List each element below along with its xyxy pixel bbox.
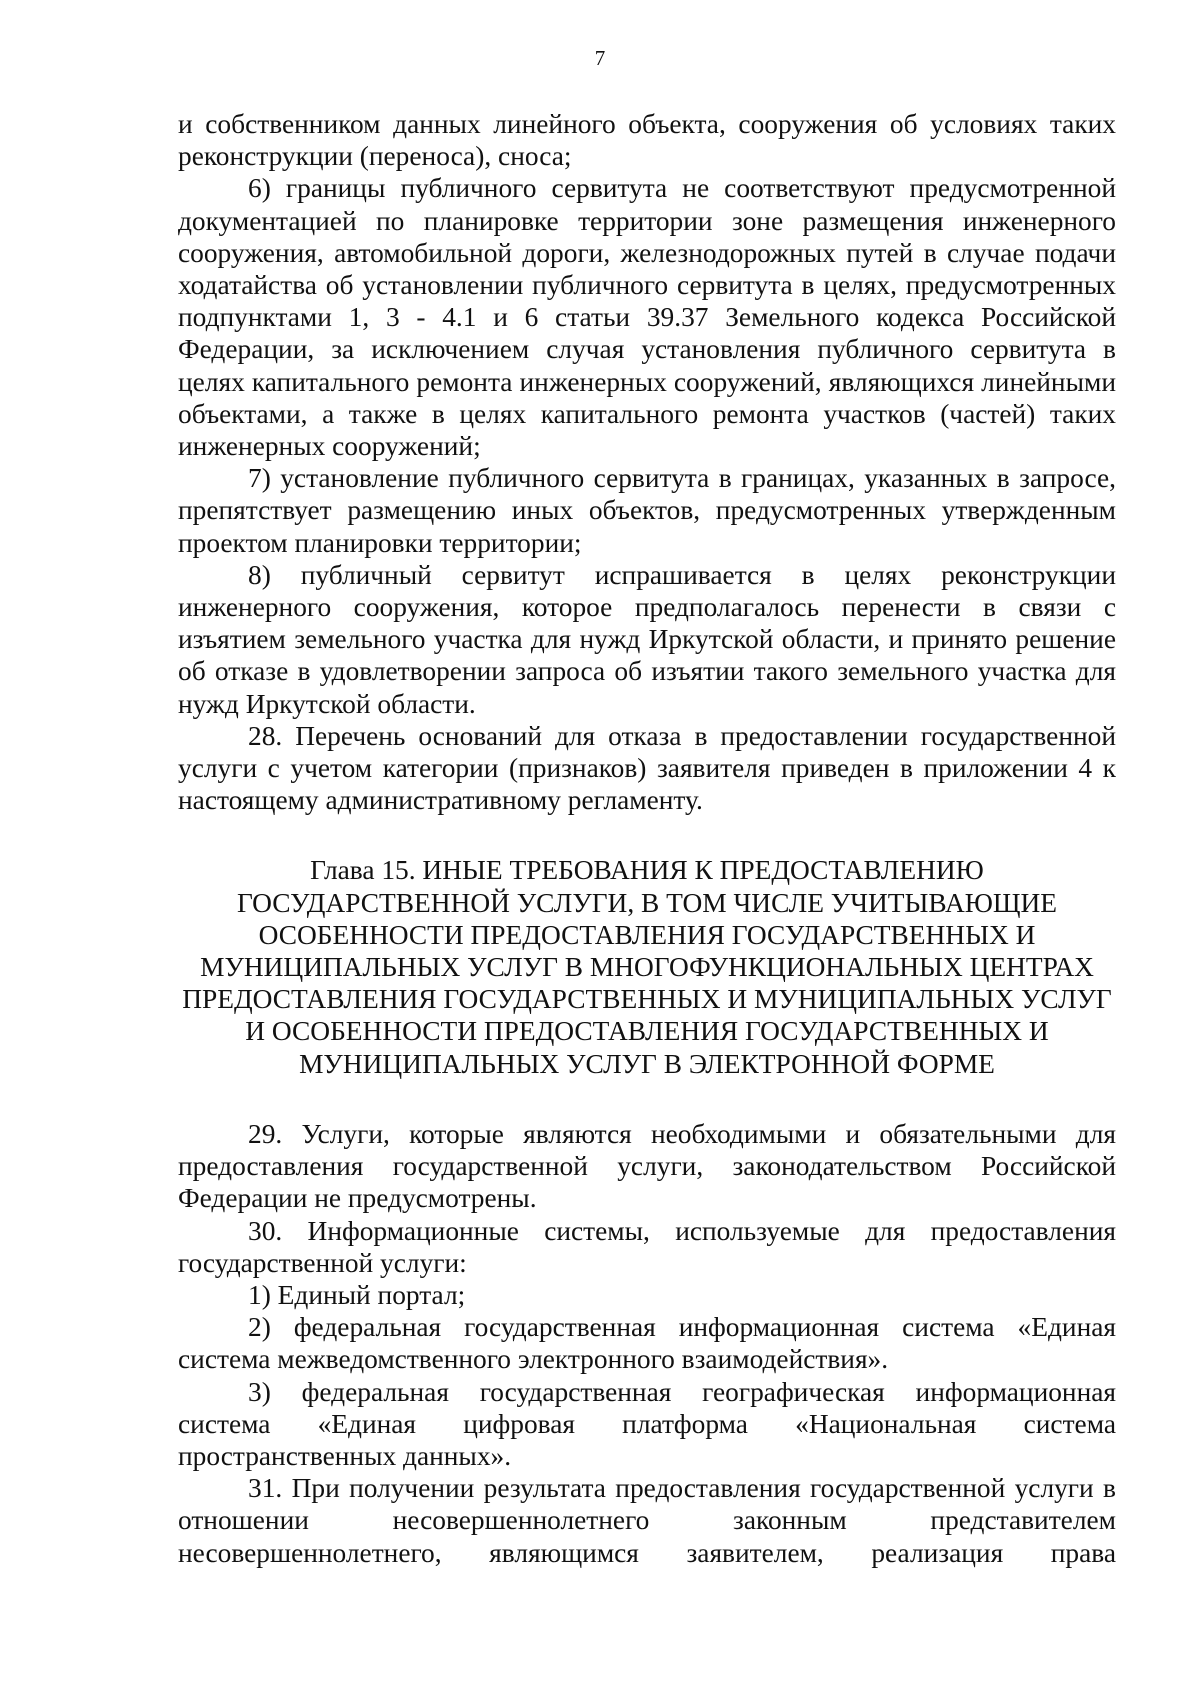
paragraph-30-item-3: 3) федеральная государственная географическая информационная система «Единая цифровая платформа «Национальная система пространственных данных». — [178, 1376, 1116, 1471]
paragraph-30: 30. Информационные системы, используемые для предоставления государственной услуги: — [178, 1215, 1116, 1278]
paragraph-continuation: и собственником данных линейного объекта, сооружения об условиях таких реконструкции (переноса), сноса; — [178, 109, 1116, 172]
paragraph-item-7: 7) установление публичного сервитута в границах, указанных в запросе, препятствует размещению иных объектов, предусмотренных утвержденным проектом планировки территории; — [178, 463, 1116, 558]
page-number: 7 — [594, 46, 606, 70]
paragraph-item-6: 6) границы публичного сервитута не соответствуют предусмотренной документацией по планировке территории зоне размещения инженерного сооружения, автомобильной дороги, железнодорожных путей в случае подачи ходатайства об установлении публичного сервитута в целях, предусмотренных подпунктами 1, 3 - 4.1 и 6 статьи 39.37 Земельного кодекса Российской Федерации, за исключением случая установления публичного сервитута в целях капитального ремонта инженерных сооружений, являющихся линейными объектами, а также в целях капитального ремонта участков (частей) таких инженерных сооружений; — [178, 173, 1116, 462]
chapter-heading: Глава 15. ИНЫЕ ТРЕБОВАНИЯ К ПРЕДОСТАВЛЕНИЮ ГОСУДАРСТВЕННОЙ УСЛУГИ, В ТОМ ЧИСЛЕ УЧИТЫВАЮЩИЕ ОСОБЕННОСТИ ПРЕДОСТАВЛЕНИЯ ГОСУДАРСТВЕННЫХ И МУНИЦИПАЛЬНЫХ УСЛУГ В МНОГОФУНКЦИОНАЛЬНЫХ ЦЕНТРАХ ПРЕДОСТАВЛЕНИЯ ГОСУДАРСТВЕННЫХ И МУНИЦИПАЛЬНЫХ УСЛУГ И ОСОБЕННОСТИ ПРЕДОСТАВЛЕНИЯ ГОСУДАРСТВЕННЫХ И МУНИЦИПАЛЬНЫХ УСЛУГ В ЭЛЕКТРОННОЙ ФОРМЕ — [182, 855, 1112, 1079]
paragraph-30-item-1: 1) Единый портал; — [248, 1279, 466, 1310]
paragraph-31: 31. При получении результата предоставления государственной услуги в отношении несовершеннолетнего законным представителем несовершеннолетнего, являющимся заявителем, реализация права — [178, 1473, 1116, 1568]
paragraph-28: 28. Перечень оснований для отказа в предоставлении государственной услуги с учетом категории (признаков) заявителя приведен в приложении 4 к настоящему административному регламенту. — [178, 720, 1116, 816]
paragraph-29: 29. Услуги, которые являются необходимыми и обязательными для предоставления государственной услуги, законодательством Российской Федерации не предусмотрены. — [178, 1118, 1116, 1214]
document-body — [178, 108, 1116, 1569]
paragraph-30-item-2: 2) федеральная государственная информационная система «Единая система межведомственного электронного взаимодействия». — [178, 1312, 1116, 1375]
paragraph-item-8: 8) публичный сервитут испрашивается в целях реконструкции инженерного сооружения, которое предполагалось перенести в связи с изъятием земельного участка для нужд Иркутской области, и принято решение об отказе в удовлетворении запроса об изъятии такого земельного участка для нужд Иркутской области. — [178, 559, 1116, 719]
